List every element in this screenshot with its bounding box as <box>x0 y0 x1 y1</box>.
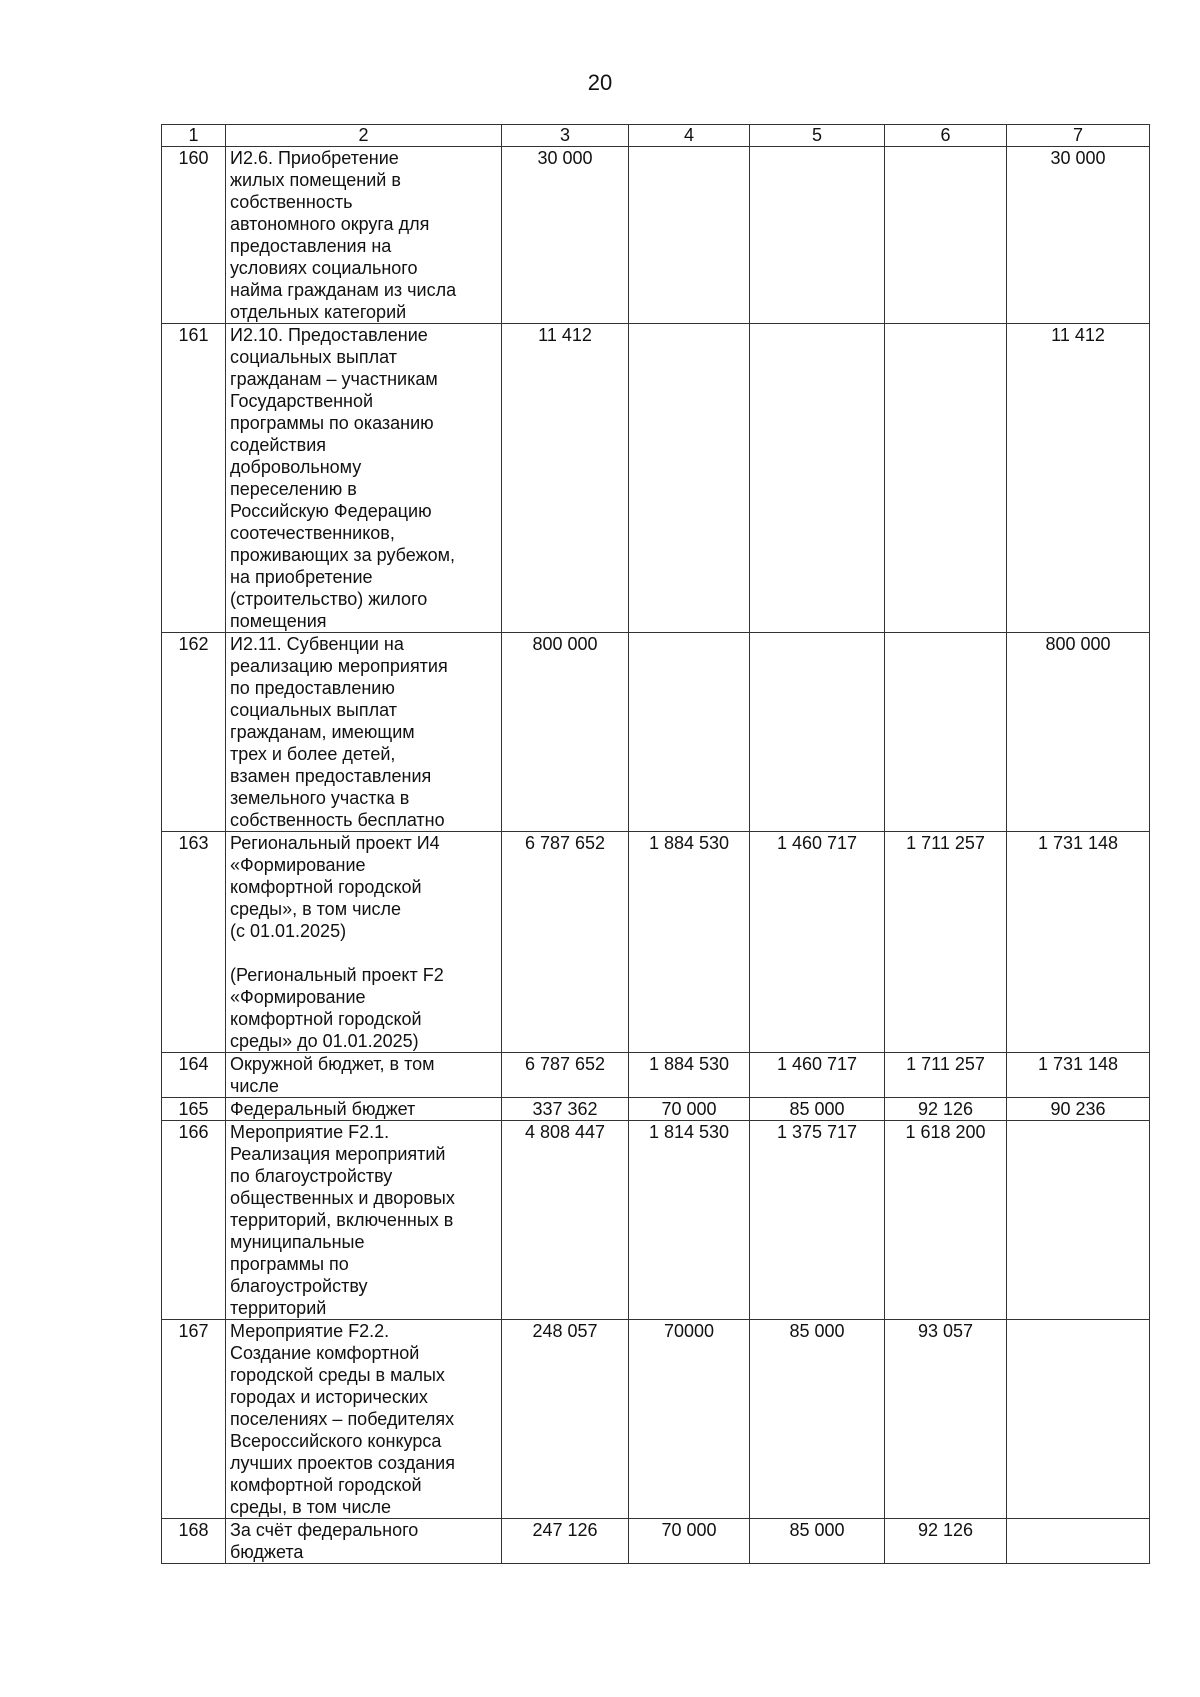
amount-cell-c3: 337 362 <box>502 1098 629 1121</box>
item-name-line: помещения <box>230 611 327 631</box>
amount-cell-c6: 93 057 <box>885 1320 1007 1519</box>
item-name-line: условиях социального <box>230 258 418 278</box>
row-number-cell: 161 <box>162 324 226 633</box>
item-name-line: Окружной бюджет, в том <box>230 1054 435 1074</box>
amount-cell-c6 <box>885 147 1007 324</box>
amount-cell-c7 <box>1007 1121 1150 1320</box>
item-name-line: реализацию мероприятия <box>230 656 448 676</box>
amount-cell-c6 <box>885 633 1007 832</box>
item-name-line: территорий <box>230 1298 327 1318</box>
item-name-line: комфортной городской <box>230 1009 422 1029</box>
item-name-line: Мероприятие F2.2. <box>230 1321 390 1341</box>
amount-cell-c4: 70 000 <box>629 1098 750 1121</box>
item-name-line: (с 01.01.2025) <box>230 921 347 941</box>
amount-cell-c7 <box>1007 1320 1150 1519</box>
row-number-cell: 166 <box>162 1121 226 1320</box>
column-header: 3 <box>502 125 629 147</box>
column-header: 5 <box>750 125 885 147</box>
item-name-line: программы по оказанию <box>230 413 434 433</box>
item-name-line: Федеральный бюджет <box>230 1099 416 1119</box>
item-name-line: комфортной городской <box>230 1475 422 1495</box>
amount-cell-c4: 70 000 <box>629 1519 750 1564</box>
amount-cell-c3: 800 000 <box>502 633 629 832</box>
amount-cell-c7: 11 412 <box>1007 324 1150 633</box>
amount-cell-c3: 30 000 <box>502 147 629 324</box>
item-name-line: гражданам, имеющим <box>230 722 415 742</box>
item-name-line: Мероприятие F2.1. <box>230 1122 390 1142</box>
item-name-line: среды», в том числе <box>230 899 402 919</box>
item-name-line: общественных и дворовых <box>230 1188 455 1208</box>
item-name-cell <box>226 832 502 1053</box>
amount-cell-c3: 6 787 652 <box>502 1053 629 1098</box>
item-name-line: городской среды в малых <box>230 1365 445 1385</box>
item-name-line: городах и исторических <box>230 1387 428 1407</box>
item-name-cell <box>226 1519 502 1564</box>
amount-cell-c5: 1 375 717 <box>750 1121 885 1320</box>
amount-cell-c7: 800 000 <box>1007 633 1150 832</box>
item-name-cell <box>226 633 502 832</box>
item-name-line: земельного участка в <box>230 788 410 808</box>
item-name-line: Создание комфортной <box>230 1343 420 1363</box>
item-name-line: благоустройству <box>230 1276 368 1296</box>
amount-cell-c3: 247 126 <box>502 1519 629 1564</box>
table-row <box>162 633 1150 832</box>
item-name-line: содействия <box>230 435 326 455</box>
amount-cell-c4 <box>629 633 750 832</box>
item-name-line: комфортной городской <box>230 877 422 897</box>
amount-cell-c5 <box>750 324 885 633</box>
item-name-line: Российскую Федерацию <box>230 501 432 521</box>
row-number-cell: 162 <box>162 633 226 832</box>
item-name-line: Всероссийского конкурса <box>230 1431 442 1451</box>
row-number-cell: 168 <box>162 1519 226 1564</box>
column-header: 1 <box>162 125 226 147</box>
amount-cell-c4 <box>629 147 750 324</box>
amount-cell-c6: 1 711 257 <box>885 832 1007 1053</box>
amount-cell-c3: 4 808 447 <box>502 1121 629 1320</box>
item-name-line: трех и более детей, <box>230 744 396 764</box>
item-name-line: программы по <box>230 1254 349 1274</box>
amount-cell-c6 <box>885 324 1007 633</box>
table-row <box>162 832 1150 1053</box>
row-number-cell: 163 <box>162 832 226 1053</box>
row-number-cell: 160 <box>162 147 226 324</box>
item-name-line: жилых помещений в <box>230 170 401 190</box>
item-name-line: лучших проектов создания <box>230 1453 455 1473</box>
table-header-row <box>162 125 1150 147</box>
column-header: 4 <box>629 125 750 147</box>
item-name-line: Государственной <box>230 391 374 411</box>
item-name-cell <box>226 1121 502 1320</box>
amount-cell-c3: 11 412 <box>502 324 629 633</box>
amount-cell-c5: 85 000 <box>750 1098 885 1121</box>
item-name-line: гражданам – участникам <box>230 369 438 389</box>
amount-cell-c7: 1 731 148 <box>1007 1053 1150 1098</box>
item-name-cell <box>226 147 502 324</box>
amount-cell-c4 <box>629 324 750 633</box>
table-row <box>162 1519 1150 1564</box>
table-row <box>162 1053 1150 1098</box>
amount-cell-c7: 30 000 <box>1007 147 1150 324</box>
item-name-line: Региональный проект И4 <box>230 833 440 853</box>
amount-cell-c6: 1 618 200 <box>885 1121 1007 1320</box>
item-name-line: найма гражданам из числа <box>230 280 457 300</box>
amount-cell-c4: 70000 <box>629 1320 750 1519</box>
amount-cell-c7: 90 236 <box>1007 1098 1150 1121</box>
amount-cell-c5: 1 460 717 <box>750 832 885 1053</box>
amount-cell-c6: 1 711 257 <box>885 1053 1007 1098</box>
amount-cell-c5 <box>750 147 885 324</box>
item-name-line: социальных выплат <box>230 347 397 367</box>
row-number-cell: 167 <box>162 1320 226 1519</box>
item-name-cell <box>226 1320 502 1519</box>
item-name-line: соотечественников, <box>230 523 395 543</box>
amount-cell-c4: 1 814 530 <box>629 1121 750 1320</box>
item-name-line: Реализация мероприятий <box>230 1144 446 1164</box>
item-name-line: среды, в том числе <box>230 1497 392 1517</box>
item-name-line: (Региональный проект F2 <box>230 965 444 985</box>
item-name-line: бюджета <box>230 1542 304 1562</box>
item-name-line: переселению в <box>230 479 357 499</box>
item-name-cell <box>226 324 502 633</box>
column-header: 7 <box>1007 125 1150 147</box>
item-name-line: И2.11. Субвенции на <box>230 634 404 654</box>
amount-cell-c5: 1 460 717 <box>750 1053 885 1098</box>
item-name-spacer <box>230 942 497 964</box>
amount-cell-c6: 92 126 <box>885 1098 1007 1121</box>
item-name-line: автономного округа для <box>230 214 430 234</box>
item-name-line: отдельных категорий <box>230 302 407 322</box>
amount-cell-c3: 6 787 652 <box>502 832 629 1053</box>
amount-cell-c5: 85 000 <box>750 1519 885 1564</box>
item-name-line: проживающих за рубежом, <box>230 545 456 565</box>
item-name-line: собственность <box>230 192 353 212</box>
item-name-line: «Формирование <box>230 855 366 875</box>
item-name-line: И2.10. Предоставление <box>230 325 428 345</box>
table-row <box>162 147 1150 324</box>
item-name-line: территорий, включенных в <box>230 1210 454 1230</box>
item-name-line: взамен предоставления <box>230 766 432 786</box>
item-name-line: среды» до 01.01.2025) <box>230 1031 419 1051</box>
item-name-cell <box>226 1053 502 1098</box>
amount-cell-c5 <box>750 633 885 832</box>
row-number-cell: 165 <box>162 1098 226 1121</box>
table-row <box>162 1121 1150 1320</box>
item-name-line: И2.6. Приобретение <box>230 148 399 168</box>
item-name-line: предоставления на <box>230 236 392 256</box>
amount-cell-c5: 85 000 <box>750 1320 885 1519</box>
budget-table <box>161 124 1150 1564</box>
item-name-line: За счёт федерального <box>230 1520 419 1540</box>
item-name-line: на приобретение <box>230 567 373 587</box>
amount-cell-c3: 248 057 <box>502 1320 629 1519</box>
item-name-line: собственность бесплатно <box>230 810 445 830</box>
amount-cell-c7 <box>1007 1519 1150 1564</box>
item-name-line: числе <box>230 1076 279 1096</box>
table-row <box>162 1320 1150 1519</box>
amount-cell-c4: 1 884 530 <box>629 832 750 1053</box>
row-number-cell: 164 <box>162 1053 226 1098</box>
item-name-cell <box>226 1098 502 1121</box>
item-name-line: добровольному <box>230 457 362 477</box>
table-row <box>162 324 1150 633</box>
table-body <box>162 147 1150 1564</box>
item-name-line: муниципальные <box>230 1232 365 1252</box>
item-name-line: поселениях – победителях <box>230 1409 455 1429</box>
item-name-line: (строительство) жилого <box>230 589 428 609</box>
amount-cell-c6: 92 126 <box>885 1519 1007 1564</box>
table-row <box>162 1098 1150 1121</box>
column-header: 2 <box>226 125 502 147</box>
page-number: 20 <box>587 70 613 95</box>
amount-cell-c7: 1 731 148 <box>1007 832 1150 1053</box>
item-name-line: социальных выплат <box>230 700 397 720</box>
item-name-line: по предоставлению <box>230 678 395 698</box>
amount-cell-c4: 1 884 530 <box>629 1053 750 1098</box>
column-header: 6 <box>885 125 1007 147</box>
item-name-line: «Формирование <box>230 987 366 1007</box>
item-name-line: по благоустройству <box>230 1166 393 1186</box>
